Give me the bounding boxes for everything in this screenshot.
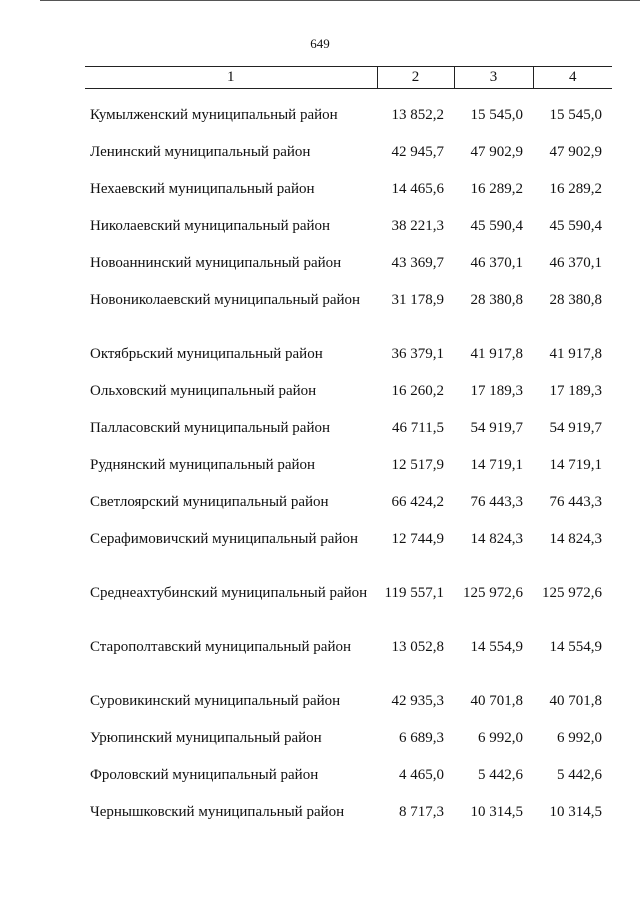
value-col-2-cell: 36 379,1	[391, 346, 444, 362]
value-col-4-cell: 14 824,3	[549, 531, 602, 547]
value-col-4-cell: 46 370,1	[549, 255, 602, 271]
table-row	[85, 181, 612, 218]
table-row	[85, 639, 612, 693]
table-row	[85, 585, 612, 639]
table-row	[85, 730, 612, 767]
value-col-4-cell: 47 902,9	[549, 144, 602, 160]
value-col-4-cell: 16 289,2	[549, 181, 602, 197]
table-row	[85, 383, 612, 420]
value-col-3-cell: 14 554,9	[470, 639, 523, 655]
budget-table	[85, 66, 612, 841]
page-number: 649	[310, 36, 330, 51]
value-col-3-cell: 28 380,8	[470, 292, 523, 308]
value-col-4-cell: 54 919,7	[549, 420, 602, 436]
value-col-2-cell: 14 465,6	[391, 181, 444, 197]
district-name-cell: Новоаннинский муниципальный район	[90, 255, 342, 271]
value-col-2-cell: 6 689,3	[399, 730, 444, 746]
value-col-2-cell: 43 369,7	[391, 255, 444, 271]
value-col-4-cell: 15 545,0	[549, 107, 602, 123]
district-name-cell: Палласовский муниципальный район	[90, 420, 330, 436]
value-col-2-cell: 42 935,3	[391, 693, 444, 709]
table-row	[85, 494, 612, 531]
value-col-4-cell: 6 992,0	[557, 730, 602, 746]
table-row	[85, 346, 612, 383]
district-name-cell: Новониколаевский муниципальный район	[90, 292, 361, 308]
table-row	[85, 292, 612, 346]
table-row	[85, 420, 612, 457]
value-col-2-cell: 46 711,5	[392, 420, 444, 436]
value-col-4-cell: 40 701,8	[549, 693, 602, 709]
value-col-3-cell: 47 902,9	[470, 144, 523, 160]
top-edge-rule	[40, 0, 640, 1]
table-body	[85, 89, 612, 842]
table-row	[85, 457, 612, 494]
value-col-3-cell: 10 314,5	[470, 804, 523, 820]
value-col-3-cell: 46 370,1	[470, 255, 523, 271]
value-col-2-cell: 42 945,7	[391, 144, 444, 160]
value-col-2-cell: 31 178,9	[391, 292, 444, 308]
value-col-2-cell: 13 052,8	[391, 639, 444, 655]
value-col-2-cell: 66 424,2	[391, 494, 444, 510]
value-col-2-cell: 4 465,0	[399, 767, 444, 783]
table-row	[85, 531, 612, 585]
value-col-2-cell: 12 744,9	[391, 531, 444, 547]
value-col-2-cell: 38 221,3	[391, 218, 444, 234]
value-col-4-cell: 76 443,3	[549, 494, 602, 510]
table-row	[85, 804, 612, 841]
table-row	[85, 144, 612, 181]
header-col-4: 4	[533, 67, 612, 89]
value-col-3-cell: 16 289,2	[470, 181, 523, 197]
value-col-2-cell: 12 517,9	[391, 457, 444, 473]
table-row	[85, 218, 612, 255]
value-col-3-cell: 14 824,3	[470, 531, 523, 547]
value-col-3-cell: 14 719,1	[470, 457, 523, 473]
table-row	[85, 693, 612, 730]
value-col-4-cell: 125 972,6	[542, 585, 602, 601]
district-name-cell: Нехаевский муниципальный район	[90, 181, 315, 197]
value-col-4-cell: 28 380,8	[549, 292, 602, 308]
value-col-3-cell: 15 545,0	[470, 107, 523, 123]
budget-table-container	[85, 66, 612, 841]
value-col-3-cell: 54 919,7	[470, 420, 523, 436]
header-row	[85, 67, 612, 89]
value-col-4-cell: 17 189,3	[549, 383, 602, 399]
value-col-4-cell: 14 719,1	[549, 457, 602, 473]
value-col-2-cell: 119 557,1	[384, 585, 444, 601]
value-col-3-cell: 76 443,3	[470, 494, 523, 510]
district-name-cell: Серафимовичский муниципальный район	[90, 531, 358, 547]
district-name-cell: Светлоярский муниципальный район	[90, 494, 329, 510]
value-col-4-cell: 45 590,4	[549, 218, 602, 234]
district-name-cell: Руднянский муниципальный район	[90, 457, 316, 473]
table-header	[85, 67, 612, 89]
value-col-4-cell: 14 554,9	[549, 639, 602, 655]
value-col-3-cell: 17 189,3	[470, 383, 523, 399]
value-col-3-cell: 5 442,6	[478, 767, 523, 783]
value-col-2-cell: 13 852,2	[391, 107, 444, 123]
header-col-1: 1	[85, 67, 377, 89]
header-col-3: 3	[454, 67, 533, 89]
district-name-cell: Среднеахтубинский муниципальный район	[90, 585, 368, 601]
value-col-3-cell: 41 917,8	[470, 346, 523, 362]
value-col-4-cell: 41 917,8	[549, 346, 602, 362]
district-name-cell: Чернышковский муниципальный район	[90, 804, 345, 820]
table-row	[85, 255, 612, 292]
district-name-cell: Суровикинский муниципальный район	[90, 693, 341, 709]
value-col-4-cell: 10 314,5	[549, 804, 602, 820]
district-name-cell: Урюпинский муниципальный район	[90, 730, 322, 746]
value-col-3-cell: 40 701,8	[470, 693, 523, 709]
header-col-2: 2	[377, 67, 454, 89]
district-name-cell: Старополтавский муниципальный район	[90, 639, 351, 655]
value-col-3-cell: 45 590,4	[470, 218, 523, 234]
district-name-cell: Ольховский муниципальный район	[90, 383, 317, 399]
district-name-cell: Кумылженский муниципальный район	[90, 107, 338, 123]
value-col-4-cell: 5 442,6	[557, 767, 602, 783]
table-row	[85, 767, 612, 804]
district-name-cell: Николаевский муниципальный район	[90, 218, 331, 234]
value-col-2-cell: 8 717,3	[399, 804, 444, 820]
value-col-3-cell: 125 972,6	[463, 585, 523, 601]
district-name-cell: Октябрьский муниципальный район	[90, 346, 323, 362]
value-col-3-cell: 6 992,0	[478, 730, 523, 746]
table-row	[85, 89, 612, 145]
value-col-2-cell: 16 260,2	[391, 383, 444, 399]
district-name-cell: Фроловский муниципальный район	[90, 767, 319, 783]
district-name-cell: Ленинский муниципальный район	[90, 144, 311, 160]
